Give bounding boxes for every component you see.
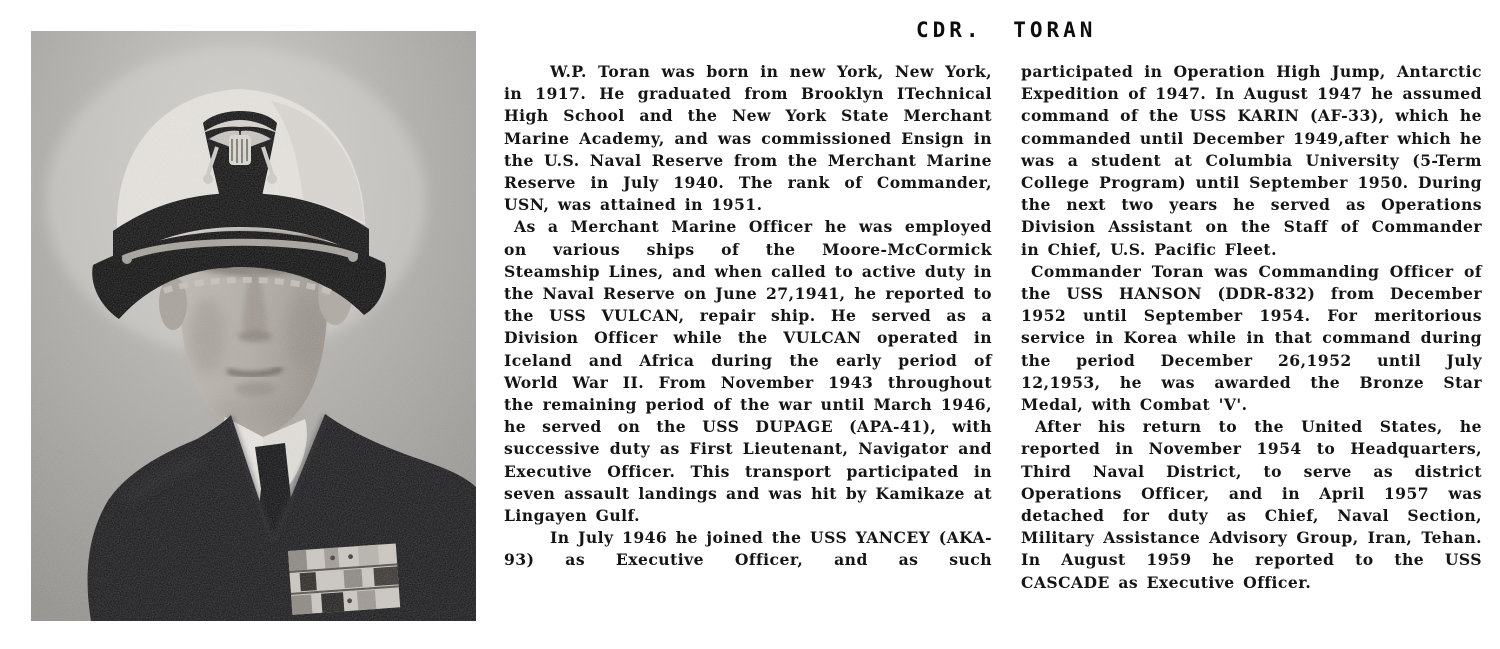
- portrait-illustration: [31, 31, 476, 621]
- bio-paragraph: participated in Operation High Jump, Antarctic Expedition of 1947. In August 1947 he assumed command of the USS KARIN (AF-33), which he commanded until December 1949,after which he was a student at Columbia University (5-Term College Program) until September 1950. During the next two years he served as Operations Division Assistant on the Staff of Commander in Chief, U.S. Pacific Fleet.: [1021, 62, 1482, 259]
- bio-column-left: [504, 61, 992, 572]
- bio-paragraph: In July 1946 he joined the USS YANCEY (AKA-93) as Executive Officer, and as such: [504, 528, 992, 570]
- bio-paragraph: Commander Toran was Commanding Officer of the USS HANSON (DDR-832) from December 1952 until September 1954. For meritorious service in Korea while in that command during the period December 26,1952 until July 12,1953, he was awarded the Bronze Star Medal, with Combat 'V'.: [1021, 261, 1482, 415]
- bio-paragraph: W.P. Toran was born in new York, New York, in 1917. He graduated from Brooklyn ITechnical High School and the New York State Merchant Marine Academy, and was commissioned Ensign in the U.S. Naval Reserve from the Merchant Marine Reserve in July 1940. The rank of Commander, USN, was attained in 1951.: [504, 62, 992, 215]
- officer-portrait-photo: [31, 31, 476, 621]
- bio-paragraph: As a Merchant Marine Officer he was employed on various ships of the Moore-McCormick Steamship Lines, and when called to active duty in the Naval Reserve on June 27,1941, he reported to the USS VULCAN, repair ship. He served as a Division Officer while the VULCAN operated in Iceland and Africa during the early period of World War II. From November 1943 throughout the remaining period of the war until March 1946, he served on the USS DUPAGE (APA-41), with successive duty as First Lieutenant, Navigator and Executive Officer. This transport participated in seven assault landings and was hit by Kamikaze at Lingayen Gulf.: [504, 217, 992, 526]
- bio-paragraph: After his return to the United States, he reported in November 1954 to Headquarters, Third Naval District, to serve as district Operations Officer, and in April 1957 was detached for duty as Chief, Naval Section, Military Assistance Advisory Group, Iran, Tehan. In August 1959 he reported to the USS CASCADE as Executive Officer.: [1021, 417, 1482, 592]
- bio-column-right: [1021, 61, 1482, 594]
- page-title: CDR. TORAN: [916, 18, 1097, 42]
- film-grain-overlay: [31, 31, 476, 621]
